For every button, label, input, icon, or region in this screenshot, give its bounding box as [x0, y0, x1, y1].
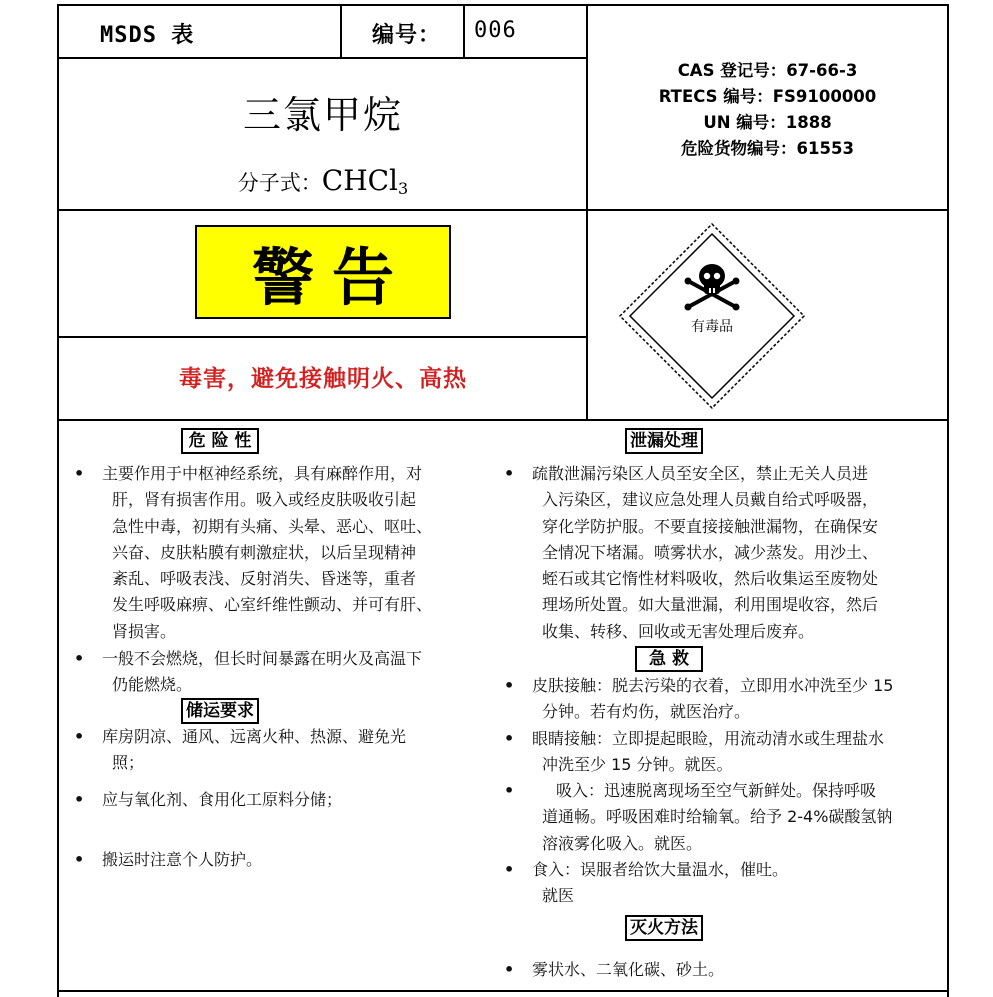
spill-title: 泄漏处理 — [625, 428, 703, 454]
storage-title: 储运要求 — [181, 698, 259, 724]
first-aid-title: 急 救 — [635, 646, 703, 672]
list-item: • 库房阴凉、通风、远离火种、热源、避免光 照； — [74, 727, 407, 773]
hazards-title: 危 险 性 — [181, 428, 259, 454]
list-item: • 一般不会燃烧，但长时间暴露在明火及高温下 仍能燃烧。 — [74, 649, 423, 695]
un-number: UN 编号：1888 — [703, 113, 832, 132]
molecular-formula — [58, 164, 588, 198]
first-aid-list — [504, 673, 942, 910]
frame-right — [947, 4, 949, 997]
rtecs-number: RTECS 编号：FS9100000 — [658, 87, 877, 106]
formula-subscript: 3 — [398, 179, 409, 199]
toxic-pictogram — [616, 220, 808, 412]
divider-col-main — [586, 4, 588, 421]
list-item: • 皮肤接触：脱去污染的衣着，立即用水冲洗至少 15 分钟。若有灼伤，就医治疗。 — [504, 676, 894, 722]
identifier-list — [590, 58, 945, 162]
list-item: • 雾状水、二氧化碳、砂土。 — [504, 960, 725, 979]
divider-body-bottom — [57, 990, 949, 992]
list-item: • 眼睛接触：立即提起眼睑，用流动清水或生理盐水 冲洗至少 15 分钟。就医。 — [504, 728, 885, 774]
signal-word: 警告 — [251, 240, 412, 314]
divider-row-body — [57, 419, 949, 421]
cas-number: CAS 登记号：67-66-3 — [677, 61, 858, 80]
substance-name: 三氯甲烷 — [242, 93, 403, 137]
formula-label: 分子式： — [237, 171, 322, 195]
storage-list — [74, 724, 482, 873]
list-item: • 食入：误服者给饮大量温水，催吐。 就医 — [504, 860, 789, 906]
fire-list — [504, 957, 942, 983]
list-item: • 吸入：迅速脱离现场至空气新鲜处。保持呼吸 道通畅。呼吸困难时给输氧。给予 2-4%碳酸氢钠 溶液雾化吸入。就医。 — [504, 781, 893, 853]
number-value: 006 — [474, 18, 517, 43]
spill-list — [504, 461, 942, 645]
hazards-list — [74, 461, 482, 699]
fire-title: 灭火方法 — [625, 915, 703, 941]
divider-row-name — [57, 209, 949, 211]
frame-left — [57, 4, 59, 997]
list-item: • 疏散泄漏污染区人员至安全区，禁止无关人员进 入污染区，建议应急处理人员戴自给式呼吸器， 穿化学防护服。不要直接接触泄漏物，在确保安 全情况下堵漏。喷雾状水，减少蒸发。用沙土、 蛭石或其它惰性材料吸收，然后收集运至废物处 理场所处置。如大量泄漏，利用围堤收容，然后 收集、转移、回收或无害处理后废弃。 — [504, 464, 879, 641]
msds-label: MSDS 表 — [100, 23, 195, 48]
signal-word-box — [195, 225, 451, 319]
pictogram-label: 有毒品 — [691, 319, 733, 335]
divider-col-msds — [340, 4, 342, 58]
divider-header-bottom — [57, 57, 588, 59]
hazard-summary: 毒害，避免接触明火、高热 — [179, 366, 467, 392]
divider-row-signal — [57, 336, 588, 338]
list-item: • 搬运时注意个人防护。 — [74, 849, 263, 869]
divider-col-number — [463, 4, 465, 58]
formula-main: CHCl — [321, 164, 399, 197]
list-item: • 应与氧化剂、食用化工原料分储； — [74, 789, 343, 809]
skull-crossbones-icon — [685, 264, 740, 311]
list-item: • 主要作用于中枢神经系统，具有麻醉作用，对 肝，肾有损害作用。吸入或经皮肤吸收引起 急性中毒，初期有头痛、头晕、恶心、呕吐、 兴奋、皮肤粘膜有刺激症状，以后呈现精神 紊乱、呼吸表浅、反射消失、昏迷等，重者 发生呼吸麻痹、心室纤维性颤动、并可有肝、 肾损害。 — [74, 464, 433, 641]
dangerous-goods-number: 危险货物编号：61553 — [681, 139, 854, 158]
number-label: 编号： — [372, 23, 442, 48]
frame-top — [57, 4, 949, 6]
